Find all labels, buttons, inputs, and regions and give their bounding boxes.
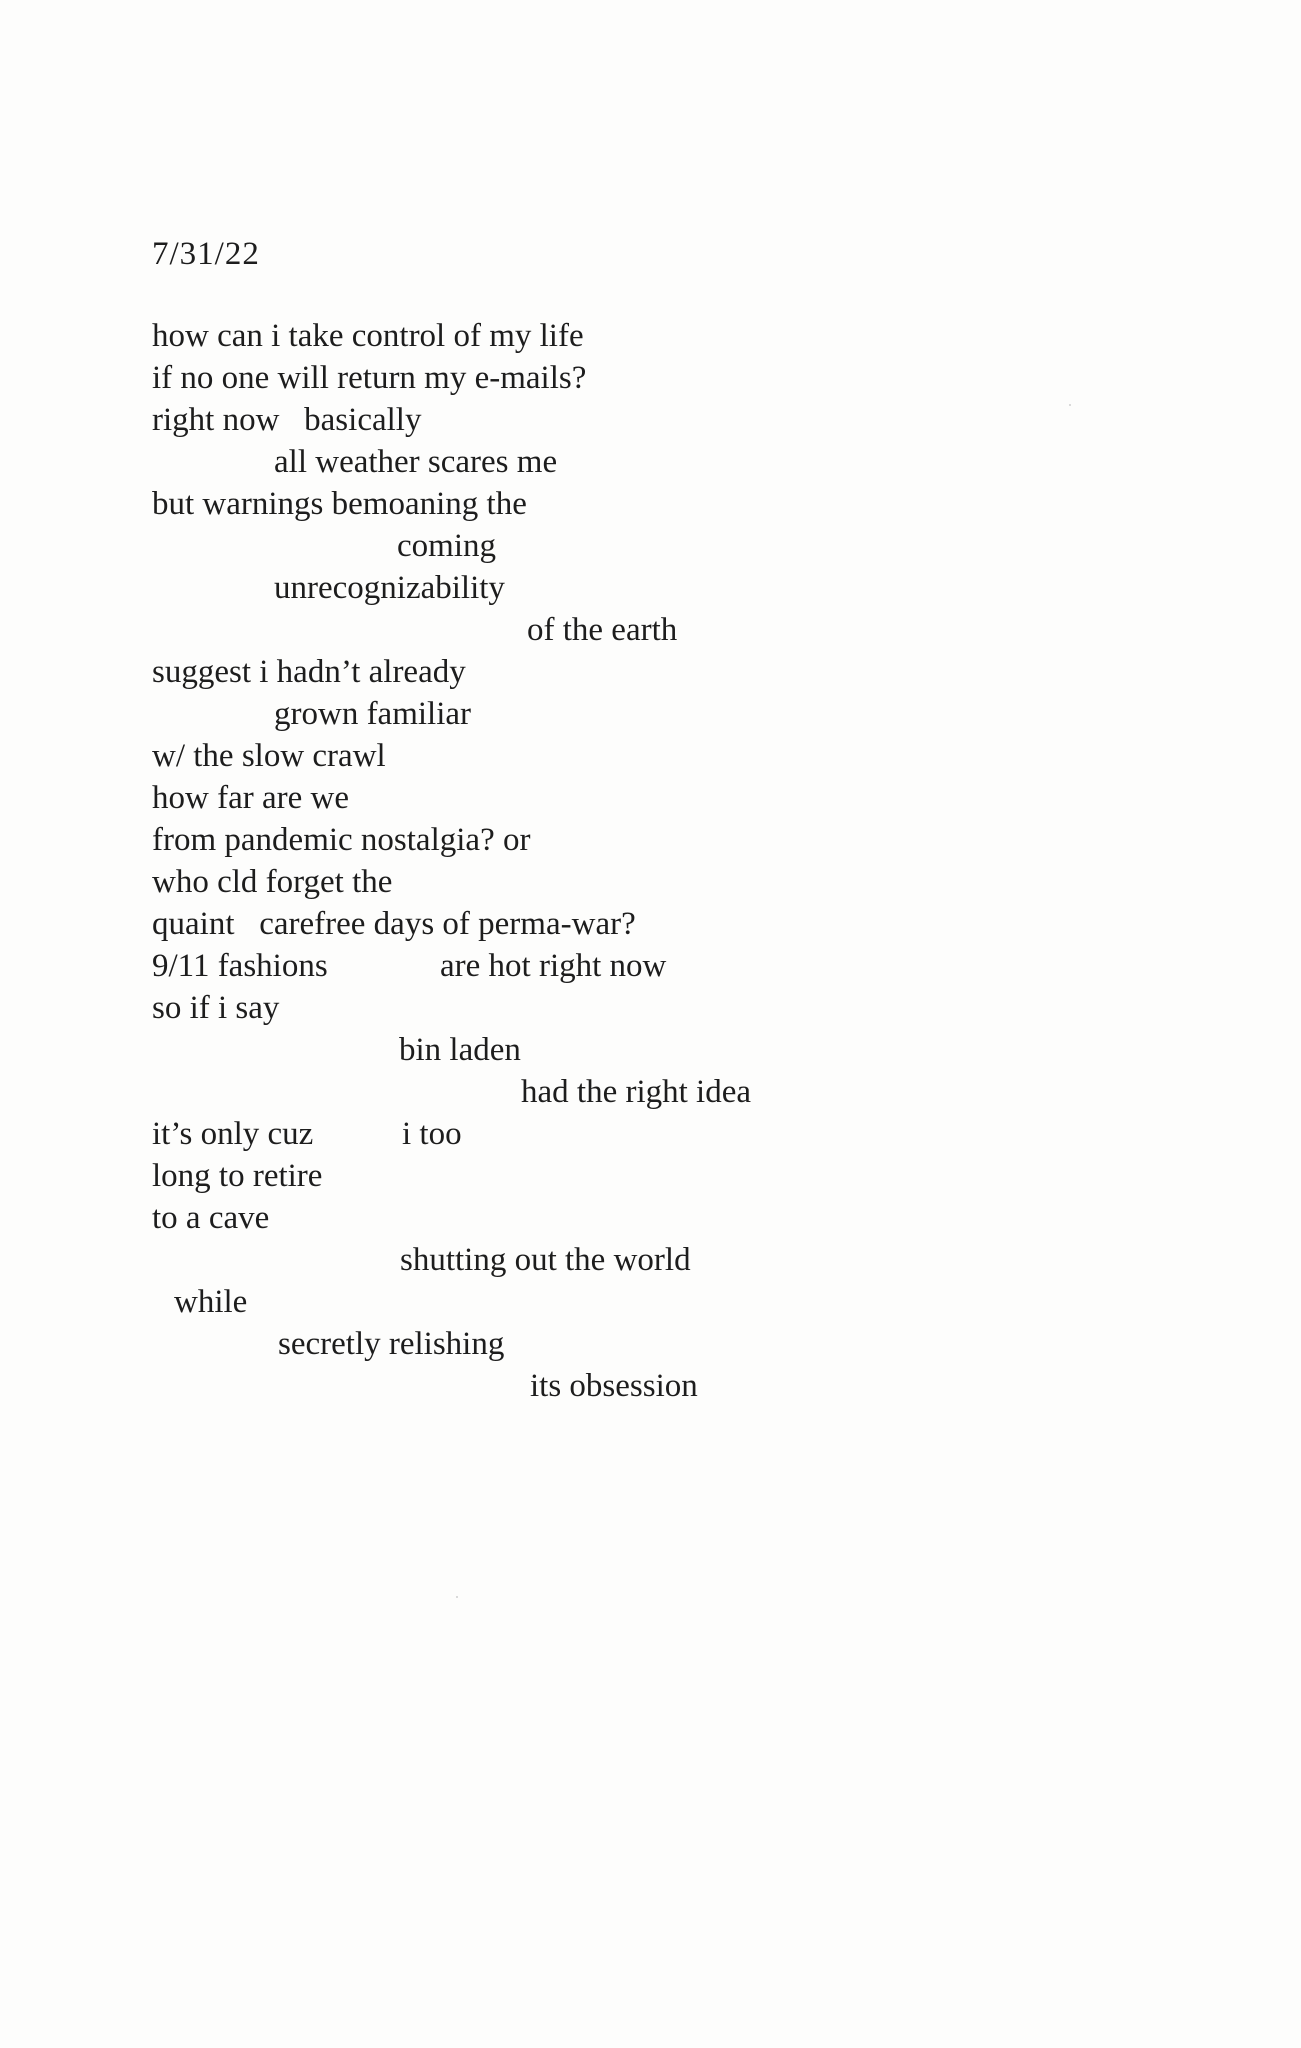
poem-date: 7/31/22 xyxy=(152,236,260,272)
poem-line: its obsession xyxy=(530,1368,698,1404)
poem-line: of the earth xyxy=(527,612,678,648)
poem-line: who cld forget the xyxy=(152,864,393,900)
poem-line: if no one will return my e-mails? xyxy=(152,360,587,396)
poem-line: from pandemic nostalgia? or xyxy=(152,822,531,858)
poem-line: it’s only cuz xyxy=(152,1116,314,1152)
poem-line: shutting out the world xyxy=(400,1242,691,1278)
poem-line: all weather scares me xyxy=(274,444,558,480)
poem-line: i too xyxy=(402,1116,462,1152)
poem-line: so if i say xyxy=(152,990,280,1026)
poem-line: are hot right now xyxy=(440,948,667,984)
poem-line: long to retire xyxy=(152,1158,323,1194)
poem-line: bin laden xyxy=(399,1032,521,1068)
poem-line: 9/11 fashions xyxy=(152,948,328,984)
poem-line: coming xyxy=(397,528,496,564)
poem-line: suggest i hadn’t already xyxy=(152,654,466,690)
poem-line: while xyxy=(174,1284,248,1320)
poem-line: unrecognizability xyxy=(274,570,505,606)
poem-line: had the right idea xyxy=(521,1074,752,1110)
poem-line: but warnings bemoaning the xyxy=(152,486,527,522)
poem-line: to a cave xyxy=(152,1200,270,1236)
poem-line: right now basically xyxy=(152,402,422,438)
poem-line: w/ the slow crawl xyxy=(152,738,386,774)
poem-line: quaint carefree days of perma-war? xyxy=(152,906,636,942)
poem-line: how can i take control of my life xyxy=(152,318,584,354)
poem-line: grown familiar xyxy=(274,696,472,732)
poem-line: secretly relishing xyxy=(278,1326,505,1362)
poem-line: how far are we xyxy=(152,780,349,816)
